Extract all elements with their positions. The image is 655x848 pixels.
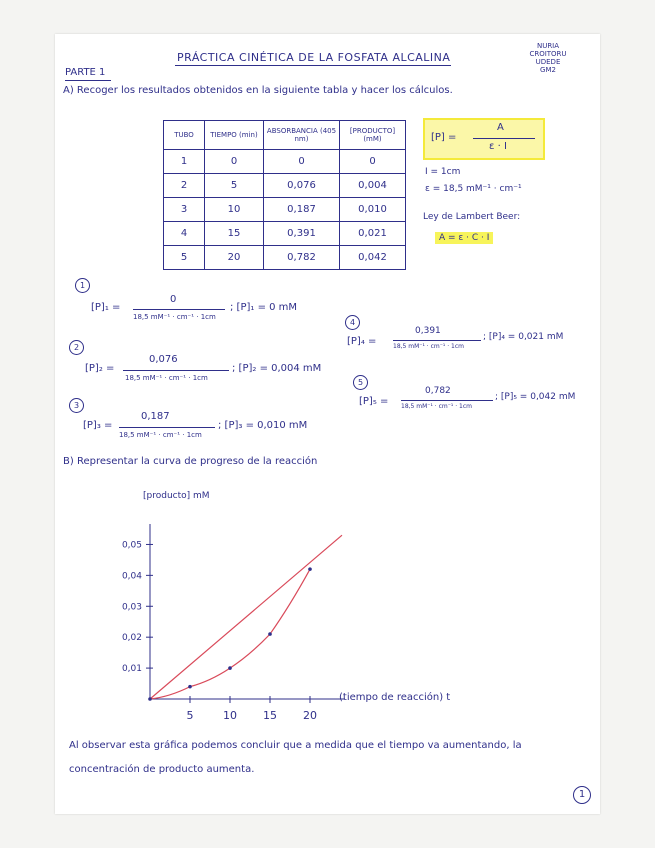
results-table [163, 120, 406, 270]
table-cell: 0,076 [264, 174, 340, 198]
table-cell: 0 [340, 150, 406, 174]
fraction-bar [473, 138, 535, 139]
table-row [164, 150, 406, 174]
page-number: 1 [573, 786, 591, 804]
calc-result: ; [P]₁ = 0 mM [230, 302, 298, 313]
fraction-bar [123, 370, 229, 371]
formula-denominator: ε · I [489, 141, 507, 152]
page-title: PRÁCTICA CINÉTICA DE LA FOSFATA ALCALINA [177, 51, 451, 64]
data-point [308, 567, 312, 571]
table-cell: 0,004 [340, 174, 406, 198]
progress-curve-chart [105, 514, 365, 734]
table-cell: 0,010 [340, 198, 406, 222]
table-cell: 4 [164, 222, 205, 246]
fraction-bar [401, 400, 493, 401]
table-cell: 5 [205, 174, 264, 198]
x-tick-label: 15 [263, 709, 277, 722]
table-header: TIEMPO (min) [205, 121, 264, 150]
calc-numerator: 0,076 [149, 354, 178, 365]
table-cell: 5 [164, 246, 205, 270]
calc-result: ; [P]₅ = 0,042 mM [495, 392, 576, 402]
calc-numerator: 0,391 [415, 326, 441, 336]
conclusion-text: Al observar esta gráfica podemos concluir que a medida que el tiempo va aumentando, la concentración de producto aumenta. [69, 740, 522, 775]
fraction-bar [119, 427, 215, 428]
progress-curve [150, 569, 310, 699]
formula-box [423, 118, 545, 160]
step-number: 1 [75, 278, 90, 293]
note-law: Ley de Lambert Beer: [423, 212, 521, 222]
calc-lhs: [P]₃ = [83, 420, 113, 431]
table-row [164, 246, 406, 270]
table-cell: 1 [164, 150, 205, 174]
note-law-formula: A = ε · C · I [435, 232, 493, 244]
step-number: 4 [345, 315, 360, 330]
section-b-instruction: B) Representar la curva de progreso de la reacción [63, 456, 318, 467]
table-row [164, 198, 406, 222]
step-number: 2 [69, 340, 84, 355]
table-cell: 0 [205, 150, 264, 174]
author-line: UDEDE [535, 58, 561, 66]
table-cell: 3 [164, 198, 205, 222]
y-tick-label: 0,05 [121, 540, 142, 551]
y-tick-label: 0,02 [121, 633, 142, 644]
fraction-bar [133, 309, 225, 310]
table-cell: 0,042 [340, 246, 406, 270]
note-epsilon: ε = 18,5 mM⁻¹ · cm⁻¹ [425, 184, 522, 194]
calc-lhs: [P]₁ = [91, 302, 121, 313]
author-block [523, 42, 573, 74]
calc-denominator: 18,5 mM⁻¹ · cm⁻¹ · 1cm [393, 343, 464, 350]
y-tick-label: 0,03 [121, 602, 142, 613]
data-point [188, 685, 192, 689]
y-tick-label: 0,04 [121, 571, 142, 582]
part-underline [65, 80, 111, 81]
calc-denominator: 18,5 mM⁻¹ · cm⁻¹ · 1cm [119, 431, 202, 439]
part-label: PARTE 1 [65, 67, 106, 78]
calc-result: ; [P]₃ = 0,010 mM [218, 420, 308, 431]
calc-lhs: [P]₅ = [359, 396, 389, 407]
x-axis-label: (tiempo de reacción) t [339, 692, 451, 703]
data-point [148, 697, 152, 701]
table-cell: 20 [205, 246, 264, 270]
table-cell: 2 [164, 174, 205, 198]
section-a-instruction: A) Recoger los resultados obtenidos en la siguiente tabla y hacer los cálculos. [63, 85, 453, 96]
table-header: ABSORBANCIA (405 nm) [264, 121, 340, 150]
table-row [164, 174, 406, 198]
calc-denominator: 18,5 mM⁻¹ · cm⁻¹ · 1cm [401, 403, 472, 410]
calc-lhs: [P]₄ = [347, 336, 377, 347]
table-header: [PRODUCTO] (mM) [340, 121, 406, 150]
author-line: CROITORU [529, 50, 567, 58]
title-underline [175, 65, 451, 66]
x-tick-label: 5 [186, 709, 194, 722]
y-tick-label: 0,01 [121, 664, 142, 675]
data-point [228, 666, 232, 670]
trend-line [150, 535, 342, 699]
table-cell: 10 [205, 198, 264, 222]
calc-denominator: 18,5 mM⁻¹ · cm⁻¹ · 1cm [125, 374, 208, 382]
step-number: 3 [69, 398, 84, 413]
calc-numerator: 0,187 [141, 411, 170, 422]
table-row [164, 222, 406, 246]
calc-denominator: 18,5 mM⁻¹ · cm⁻¹ · 1cm [133, 313, 216, 321]
calc-result: ; [P]₂ = 0,004 mM [232, 363, 322, 374]
x-tick-label: 20 [303, 709, 317, 722]
author-line: NURIA [536, 42, 560, 50]
calc-lhs: [P]₂ = [85, 363, 115, 374]
table-header: TUBO [164, 121, 205, 150]
y-axis-label: [producto] mM [143, 491, 210, 501]
calc-result: ; [P]₄ = 0,021 mM [483, 332, 564, 342]
calc-numerator: 0 [170, 294, 177, 305]
formula-numerator: A [497, 122, 504, 133]
data-point [268, 632, 272, 636]
formula-lhs: [P] = [431, 132, 457, 143]
note-length: I = 1cm [425, 167, 461, 177]
x-tick-label: 10 [223, 709, 237, 722]
notebook-page [55, 34, 600, 814]
calc-numerator: 0,782 [425, 386, 451, 396]
table-cell: 15 [205, 222, 264, 246]
table-cell: 0,391 [264, 222, 340, 246]
table-cell: 0,782 [264, 246, 340, 270]
table-cell: 0,021 [340, 222, 406, 246]
step-number: 5 [353, 375, 368, 390]
author-line: GM2 [540, 66, 556, 74]
table-cell: 0,187 [264, 198, 340, 222]
fraction-bar [393, 340, 481, 341]
table-cell: 0 [264, 150, 340, 174]
